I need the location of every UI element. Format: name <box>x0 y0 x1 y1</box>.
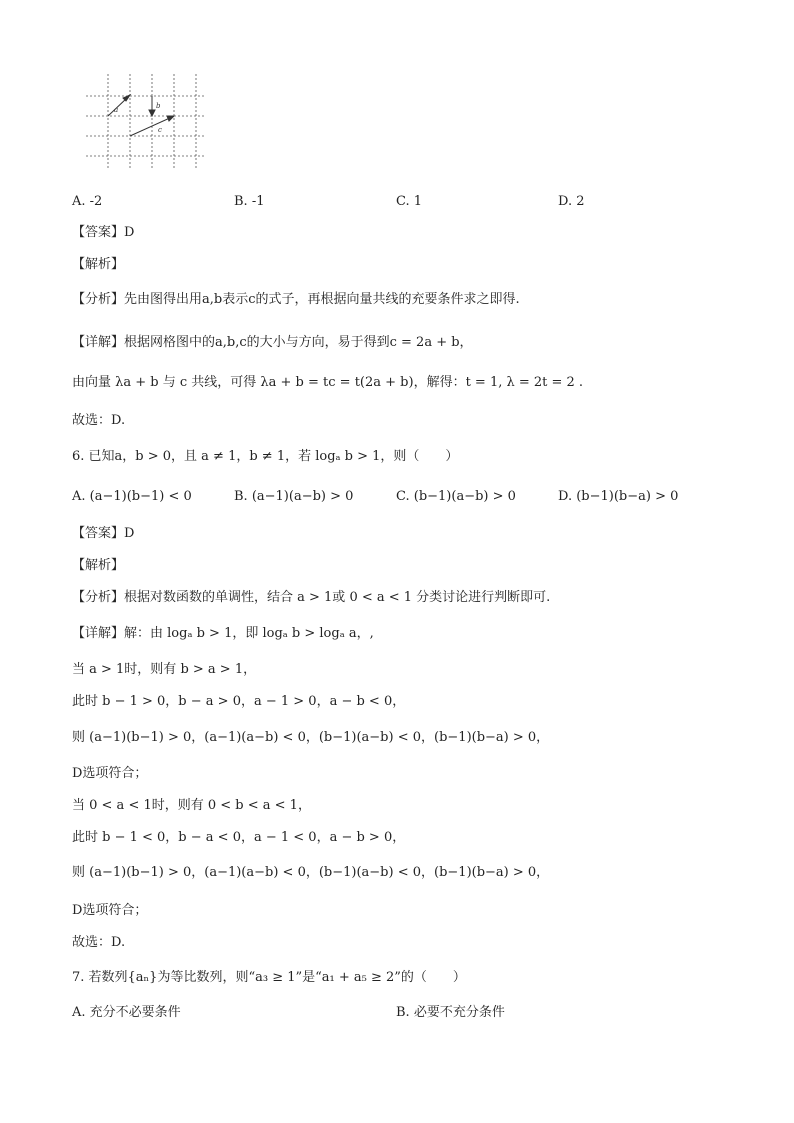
q6-detail-line: 则 (a−1)(b−1) > 0，(a−1)(a−b) < 0，(b−1)(a−b) < 0，(b−1)(b−a) > 0， <box>72 865 550 880</box>
q7-stem: 7. 若数列{aₙ}为等比数列，则“a₃ ≥ 1”是“a₁ + a₅ ≥ 2”的（ ） <box>72 970 466 985</box>
q6-option-b: B. (a−1)(a−b) > 0 <box>234 489 354 504</box>
q6-option-a: A. (a−1)(b−1) < 0 <box>72 489 192 504</box>
q7-option-a: A. 充分不必要条件 <box>72 1005 181 1020</box>
q5-analysis-title: 【解析】 <box>72 257 125 272</box>
q6-fenxi: 【分析】根据对数函数的单调性，结合 a > 1或 0 < a < 1 分类讨论进行判断即可. <box>72 590 551 605</box>
q6-analysis-title: 【解析】 <box>72 558 125 573</box>
q5-fenxi: 【分析】先由图得出用a,b表示c的式子，再根据向量共线的充要条件求之即得. <box>72 292 520 307</box>
q5-answer: 【答案】D <box>72 225 135 240</box>
q5-option-d: D. 2 <box>558 194 585 209</box>
q6-option-c: C. (b−1)(a−b) > 0 <box>396 489 516 504</box>
q5-option-c: C. 1 <box>396 194 423 209</box>
vector-a-label: a <box>114 106 119 114</box>
q5-option-a: A. -2 <box>72 194 103 209</box>
q6-detail-line: D选项符合； <box>72 903 148 918</box>
q6-detail-line: D选项符合； <box>72 766 148 781</box>
q6-answer: 【答案】D <box>72 526 135 541</box>
q5-conclusion: 故选：D. <box>72 413 126 428</box>
vector-grid-figure <box>84 72 208 172</box>
grid-lines <box>86 74 206 170</box>
vector-b-label: b <box>156 102 161 110</box>
q6-detail-line: 故选：D. <box>72 935 126 950</box>
q5-xiangjie-2: 由向量 λa + b 与 c 共线，可得 λa + b = tc = t(2a + b)，解得：t = 1, λ = 2t = 2 . <box>72 375 584 390</box>
q6-detail-line: 当 a > 1时，则有 b > a > 1， <box>72 662 257 677</box>
q6-detail-line: 此时 b − 1 < 0，b − a < 0，a − 1 < 0，a − b > 0， <box>72 830 406 845</box>
q6-stem: 6. 已知a，b > 0，且 a ≠ 1，b ≠ 1，若 logₐ b > 1，则（ ） <box>72 449 459 464</box>
q6-detail-line: 此时 b − 1 > 0，b − a > 0，a − 1 > 0，a − b < 0， <box>72 694 406 709</box>
q6-detail-line: 【详解】解：由 logₐ b > 1，即 logₐ b > logₐ a，, <box>72 626 374 641</box>
q6-detail-line: 当 0 < a < 1时，则有 0 < b < a < 1， <box>72 798 311 813</box>
q6-option-d: D. (b−1)(b−a) > 0 <box>558 489 679 504</box>
q7-option-b: B. 必要不充分条件 <box>396 1005 505 1020</box>
q6-detail-line: 则 (a−1)(b−1) > 0，(a−1)(a−b) < 0，(b−1)(a−b) < 0，(b−1)(b−a) > 0， <box>72 730 550 745</box>
vector-c-head <box>167 116 174 121</box>
vector-c-arrow <box>130 117 172 136</box>
vector-c-label: c <box>158 126 162 134</box>
vector-b-head <box>149 110 155 116</box>
q5-option-b: B. -1 <box>234 194 265 209</box>
q5-xiangjie-1: 【详解】根据网格图中的a,b,c的大小与方向，易于得到c = 2a + b， <box>72 335 473 350</box>
